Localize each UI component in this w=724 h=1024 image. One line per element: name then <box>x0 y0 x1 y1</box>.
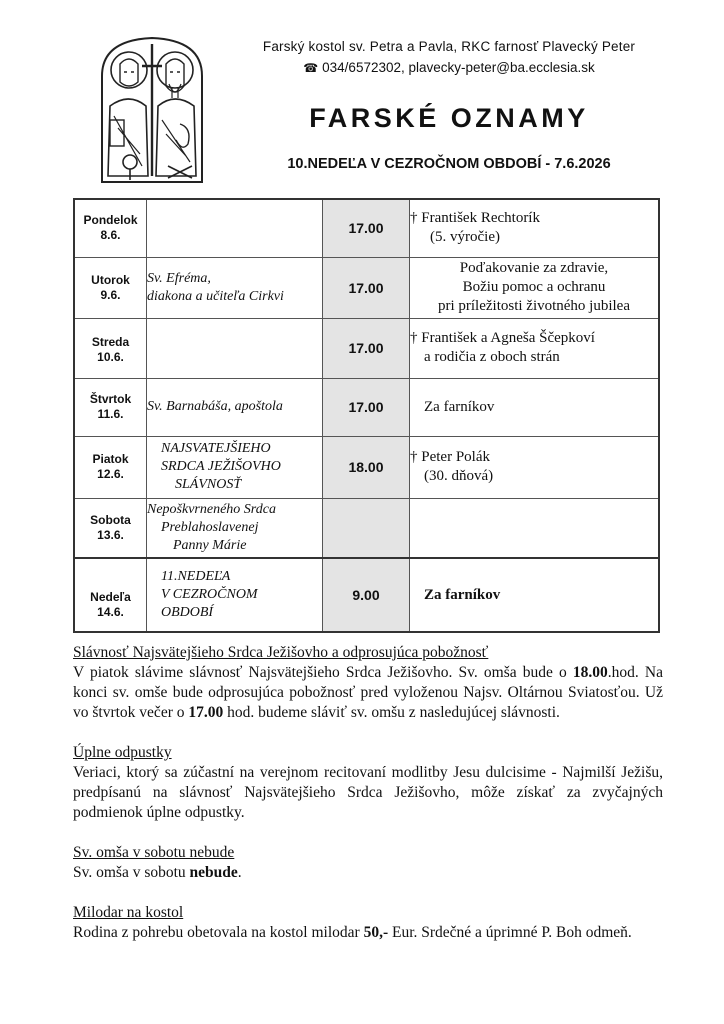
schedule-row <box>74 199 659 257</box>
page-title: FARSKÉ OZNAMY <box>309 103 589 133</box>
day-cell: Pondelok 8.6. <box>74 199 147 257</box>
time-cell: 17.00 <box>323 378 410 436</box>
intention-cell: † František a Agneša Ščepkoví a rodičia z oboch strán <box>410 318 660 378</box>
time-cell: 9.00 <box>323 558 410 632</box>
announcement <box>73 843 663 883</box>
contact-text: 034/6572302, plavecky-peter@ba.ecclesia.sk <box>322 60 595 75</box>
page-subtitle: 10.NEDEĽA V CEZROČNOM OBDOBÍ - 7.6.2026 <box>287 156 611 172</box>
mass-schedule-table <box>73 198 660 633</box>
intention-cell: Poďakovanie za zdravie, Božiu pomoc a ochranu pri príležitosti životného jubilea <box>410 257 660 318</box>
schedule-row <box>74 257 659 318</box>
announcements <box>73 643 663 963</box>
announcement-heading: Sv. omša v sobotu nebude <box>73 844 235 861</box>
day-cell: Utorok 9.6. <box>74 257 147 318</box>
announcement-heading: Úplne odpustky <box>73 744 172 761</box>
saint-cell: 11.NEDEĽA V CEZROČNOM OBDOBÍ <box>147 558 323 632</box>
day-cell: Štvrtok 11.6. <box>74 378 147 436</box>
intention-cell: Za farníkov <box>410 558 660 632</box>
intention-cell: Za farníkov <box>410 378 660 436</box>
parish-contact <box>214 60 684 75</box>
announcement <box>73 743 663 823</box>
parish-name: Farský kostol sv. Petra a Pavla, RKC farnosť Plavecký Peter <box>262 39 636 54</box>
saint-cell <box>147 318 323 378</box>
schedule-row <box>74 558 659 632</box>
saint-cell: Nepoškvrneného Srdca Preblahoslavenej Panny Márie <box>147 498 323 558</box>
saint-cell: Sv. Efréma, diakona a učiteľa Cirkvi <box>147 257 323 318</box>
day-cell: Sobota 13.6. <box>74 498 147 558</box>
schedule-row <box>74 378 659 436</box>
day-cell: Streda 10.6. <box>74 318 147 378</box>
intention-cell <box>410 498 660 558</box>
announcement <box>73 643 663 723</box>
time-cell: 17.00 <box>323 318 410 378</box>
schedule-row <box>74 318 659 378</box>
saint-cell: Sv. Barnabáša, apoštola <box>147 378 323 436</box>
announcement-heading: Slávnosť Najsvätejšieho Srdca Ježišovho a odprosujúca pobožnosť <box>73 644 489 661</box>
schedule-row <box>74 436 659 498</box>
announcement <box>73 903 663 943</box>
announcement-body: Rodina z pohrebu obetovala na kostol milodar 50,- Eur. Srdečné a úprimné P. Boh odmeň. <box>73 924 632 941</box>
intention-cell: † František Rechtorík (5. výročie) <box>410 199 660 257</box>
announcement-body: Veriaci, ktorý sa zúčastní na verejnom recitovaní modlitby Jesu dulcisime - Najmilší Ježišu, predpísanú na slávnosť Najsvätejšieho Srdca Ježišovho, môže získať za zvyčajných podmienok úplne odpustky. <box>73 764 663 821</box>
saint-cell <box>147 199 323 257</box>
phone-icon: ☎ <box>303 61 319 75</box>
saint-cell: NAJSVATEJŠIEHO SRDCA JEŽIŠOVHO SLÁVNOSŤ <box>147 436 323 498</box>
time-cell: 18.00 <box>323 436 410 498</box>
schedule-row <box>74 498 659 558</box>
time-cell <box>323 498 410 558</box>
intention-cell: † Peter Polák (30. dňová) <box>410 436 660 498</box>
time-cell: 17.00 <box>323 199 410 257</box>
day-cell: Nedeľa 14.6. <box>74 558 147 632</box>
announcement-heading: Milodar na kostol <box>73 904 184 921</box>
announcement-body: V piatok slávime slávnosť Najsvätejšieho Srdca Ježišovho. Sv. omša bude o 18.00.hod. Na konci sv. omše bude odprosujúca pobožnosť pred vyloženou Najsv. Oltárnou Sviatosťou. Už vo štvrtok večer o 17.00 hod. budeme sláviť sv. omšu z nasledujúcej slávnosti. <box>73 664 663 721</box>
announcement-body: Sv. omša v sobotu nebude. <box>73 864 242 881</box>
saints-peter-paul-logo <box>96 36 208 184</box>
time-cell: 17.00 <box>323 257 410 318</box>
day-cell: Piatok 12.6. <box>74 436 147 498</box>
